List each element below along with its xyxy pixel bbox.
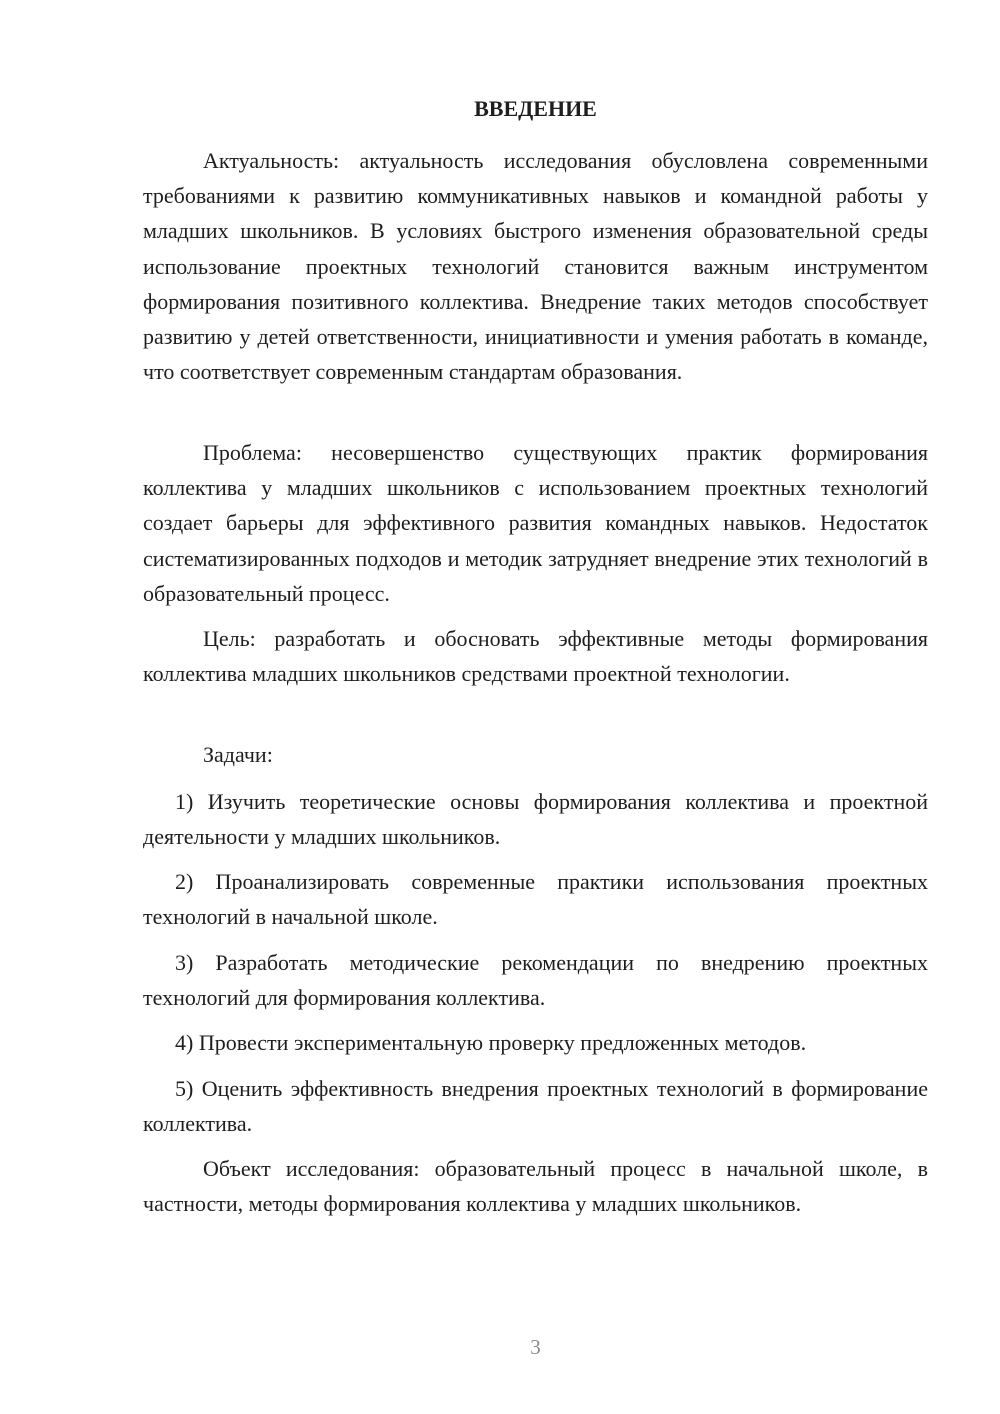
task-item-4: 4) Провести экспериментальную проверку предложенных методов. xyxy=(175,1030,807,1055)
goal-paragraph: Цель: разработать и обосновать эффективные методы формирования коллектива младших школьников средствами проектной технологии. xyxy=(143,626,928,687)
tasks-heading: Задачи: xyxy=(203,742,273,767)
task-item-3: 3) Разработать методические рекомендации по внедрению проектных технологий для формирования коллектива. xyxy=(143,950,928,1011)
page-number: 3 xyxy=(530,1335,541,1359)
task-item-5: 5) Оценить эффективность внедрения проектных технологий в формирование коллектива. xyxy=(143,1076,928,1137)
object-paragraph: Объект исследования: образовательный процесс в начальной школе, в частности, методы формирования коллектива у младших школьников. xyxy=(143,1156,928,1217)
relevance-paragraph: Актуальность: актуальность исследования обусловлена современными требованиями к развитию коммуникативных навыков и командной работы у младших школьников. В условиях быстрого изменения образовательной среды использование проектных технологий становится важным инструментом формирования позитивного коллектива. Внедрение таких методов способствует развитию у детей ответственности, инициативности и умения работать в команде, что соответствует современным стандартам образования. xyxy=(143,148,928,385)
page-title: ВВЕДЕНИЕ xyxy=(474,96,597,121)
task-item-1: 1) Изучить теоретические основы формирования коллектива и проектной деятельности у младших школьников. xyxy=(143,789,928,850)
task-item-2: 2) Проанализировать современные практики использования проектных технологий в начальной школе. xyxy=(143,869,928,930)
problem-paragraph: Проблема: несовершенство существующих практик формирования коллектива у младших школьников с использованием проектных технологий создает барьеры для эффективного развития командных навыков. Недостаток систематизированных подходов и методик затрудняет внедрение этих технологий в образовательный процесс. xyxy=(143,440,928,606)
